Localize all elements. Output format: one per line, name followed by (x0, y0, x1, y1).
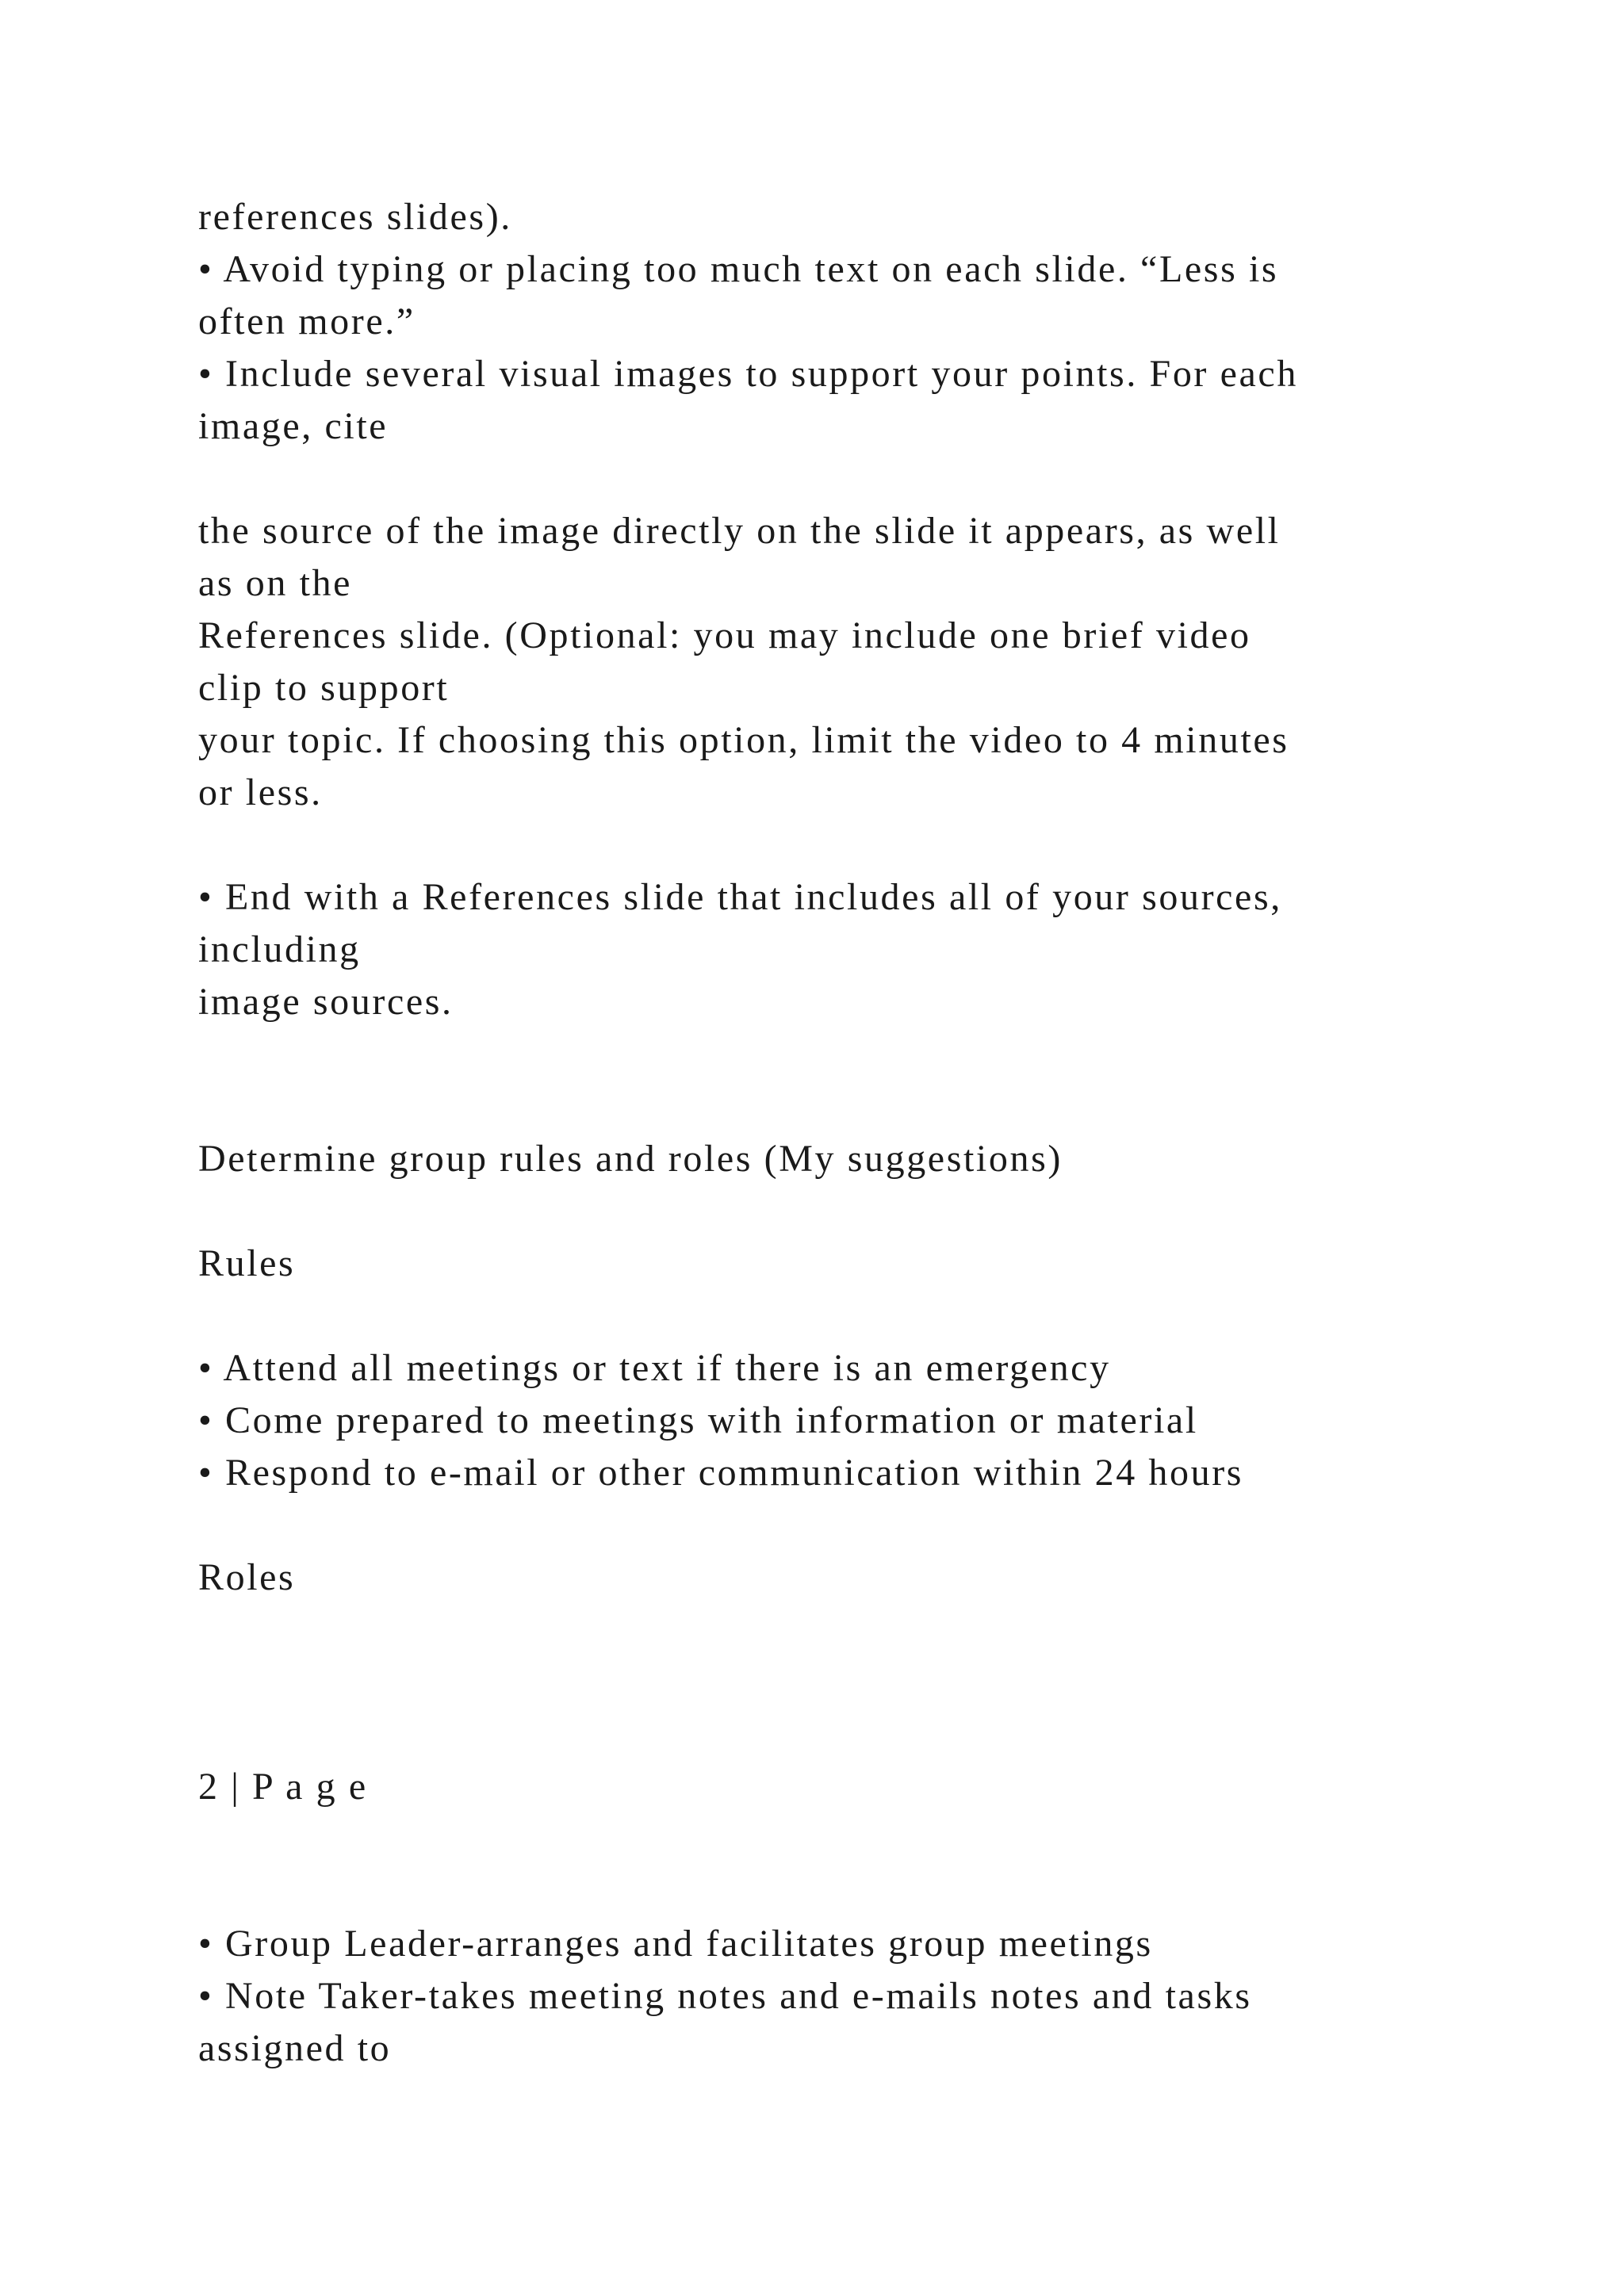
subheading-rules: Rules (198, 1242, 296, 1284)
text-line: references slides). (198, 196, 512, 238)
bullet-end-references: • End with a References slide that includes all of your sources, (198, 876, 1282, 918)
text-line: your topic. If choosing this option, limit the video to 4 minutes (198, 719, 1289, 761)
bullet-avoid-text: • Avoid typing or placing too much text on each slide. “Less is (198, 248, 1279, 290)
text-line: including (198, 928, 361, 970)
bullet-respond-email: • Respond to e-mail or other communication within 24 hours (198, 1452, 1244, 1494)
section-heading-group-rules: Determine group rules and roles (My suggestions) (198, 1138, 1063, 1180)
text-line: the source of the image directly on the slide it appears, as well (198, 510, 1281, 552)
text-line: as on the (198, 562, 353, 604)
text-line: clip to support (198, 667, 450, 709)
text-line: image, cite (198, 405, 389, 447)
bullet-note-taker: • Note Taker-takes meeting notes and e-mails notes and tasks (198, 1975, 1252, 2017)
page-number: 2 | P a g e (198, 1766, 368, 1808)
bullet-group-leader: • Group Leader-arranges and facilitates group meetings (198, 1923, 1153, 1965)
text-line: often more.” (198, 300, 416, 342)
bullet-include-images: • Include several visual images to support your points. For each (198, 353, 1298, 395)
text-line: image sources. (198, 981, 454, 1023)
bullet-attend-meetings: • Attend all meetings or text if there is an emergency (198, 1347, 1111, 1389)
bullet-come-prepared: • Come prepared to meetings with information or material (198, 1399, 1198, 1441)
subheading-roles: Roles (198, 1556, 296, 1598)
text-line: References slide. (Optional: you may include one brief video (198, 614, 1251, 656)
text-line: assigned to (198, 2027, 392, 2069)
text-line: or less. (198, 771, 323, 813)
